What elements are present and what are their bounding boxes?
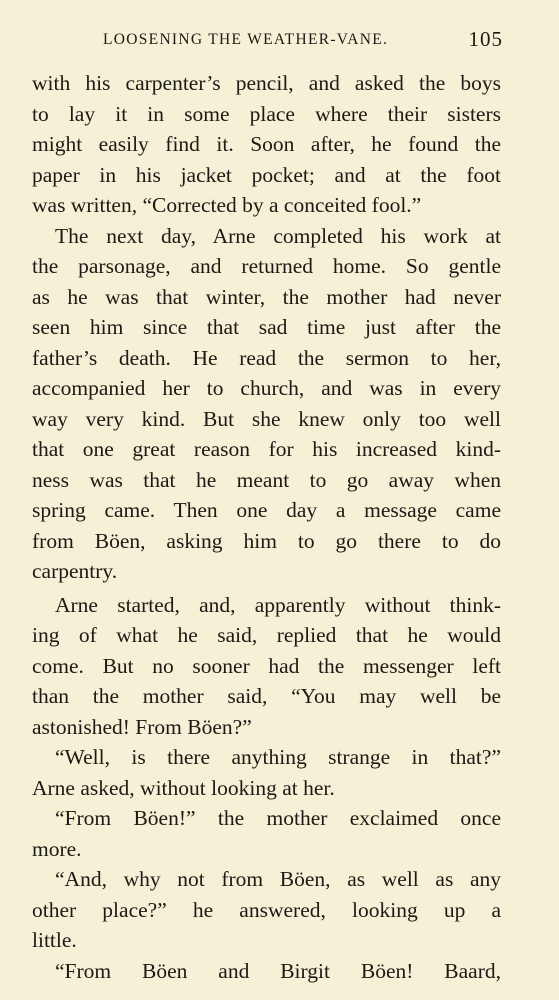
text-line: come. But no sooner had the messenger left	[32, 653, 501, 678]
running-head	[33, 27, 503, 53]
text-line: from Böen, asking him to go there to do	[32, 528, 501, 553]
text-line: was written, “Corrected by a conceited fool.”	[32, 193, 422, 217]
text-line: ness was that he meant to go away when	[32, 467, 501, 492]
text-line: accompanied her to church, and was in every	[32, 376, 501, 400]
text-line: that one great reason for his increased kind-	[32, 437, 501, 461]
text-line: than the mother said, “You may well be	[32, 684, 501, 708]
text-line: seen him since that sad time just after the	[32, 315, 501, 339]
text-line: “And, why not from Böen, as well as any	[55, 867, 501, 891]
running-title: LOOSENING THE WEATHER-VANE.	[103, 31, 389, 48]
page-number: 105	[468, 27, 503, 51]
text-line: The next day, Arne completed his work at	[55, 223, 501, 248]
text-line: to lay it in some place where their sisters	[32, 101, 501, 126]
text-line: as he was that winter, the mother had never	[32, 284, 501, 309]
text-line: ing of what he said, replied that he would	[32, 623, 501, 647]
text-line: “From Böen and Birgit Böen! Baard,	[55, 958, 501, 983]
text-line: way very kind. But she knew only too well	[32, 406, 501, 431]
text-line: with his carpenter’s pencil, and asked the boys	[32, 71, 501, 95]
text-line: “From Böen!” the mother exclaimed once	[55, 806, 501, 830]
text-line: astonished! From Böen?”	[32, 714, 252, 739]
text-line: Arne started, and, apparently without think-	[55, 592, 501, 617]
text-line: Arne asked, without looking at her.	[32, 775, 335, 800]
text-line: little.	[32, 928, 77, 952]
text-line: “Well, is there anything strange in that?”	[55, 745, 501, 769]
text-line: the parsonage, and returned home. So gentle	[32, 254, 501, 278]
text-line: spring came. Then one day a message came	[32, 498, 501, 522]
text-line: paper in his jacket pocket; and at the foot	[32, 162, 501, 187]
text-line: might easily find it. Soon after, he found the	[32, 132, 501, 156]
body-text	[32, 68, 501, 986]
text-line: carpentry.	[32, 559, 118, 583]
text-line: more.	[32, 836, 82, 861]
text-line: other place?” he answered, looking up a	[32, 897, 501, 922]
text-line: father’s death. He read the sermon to her,	[32, 345, 501, 370]
